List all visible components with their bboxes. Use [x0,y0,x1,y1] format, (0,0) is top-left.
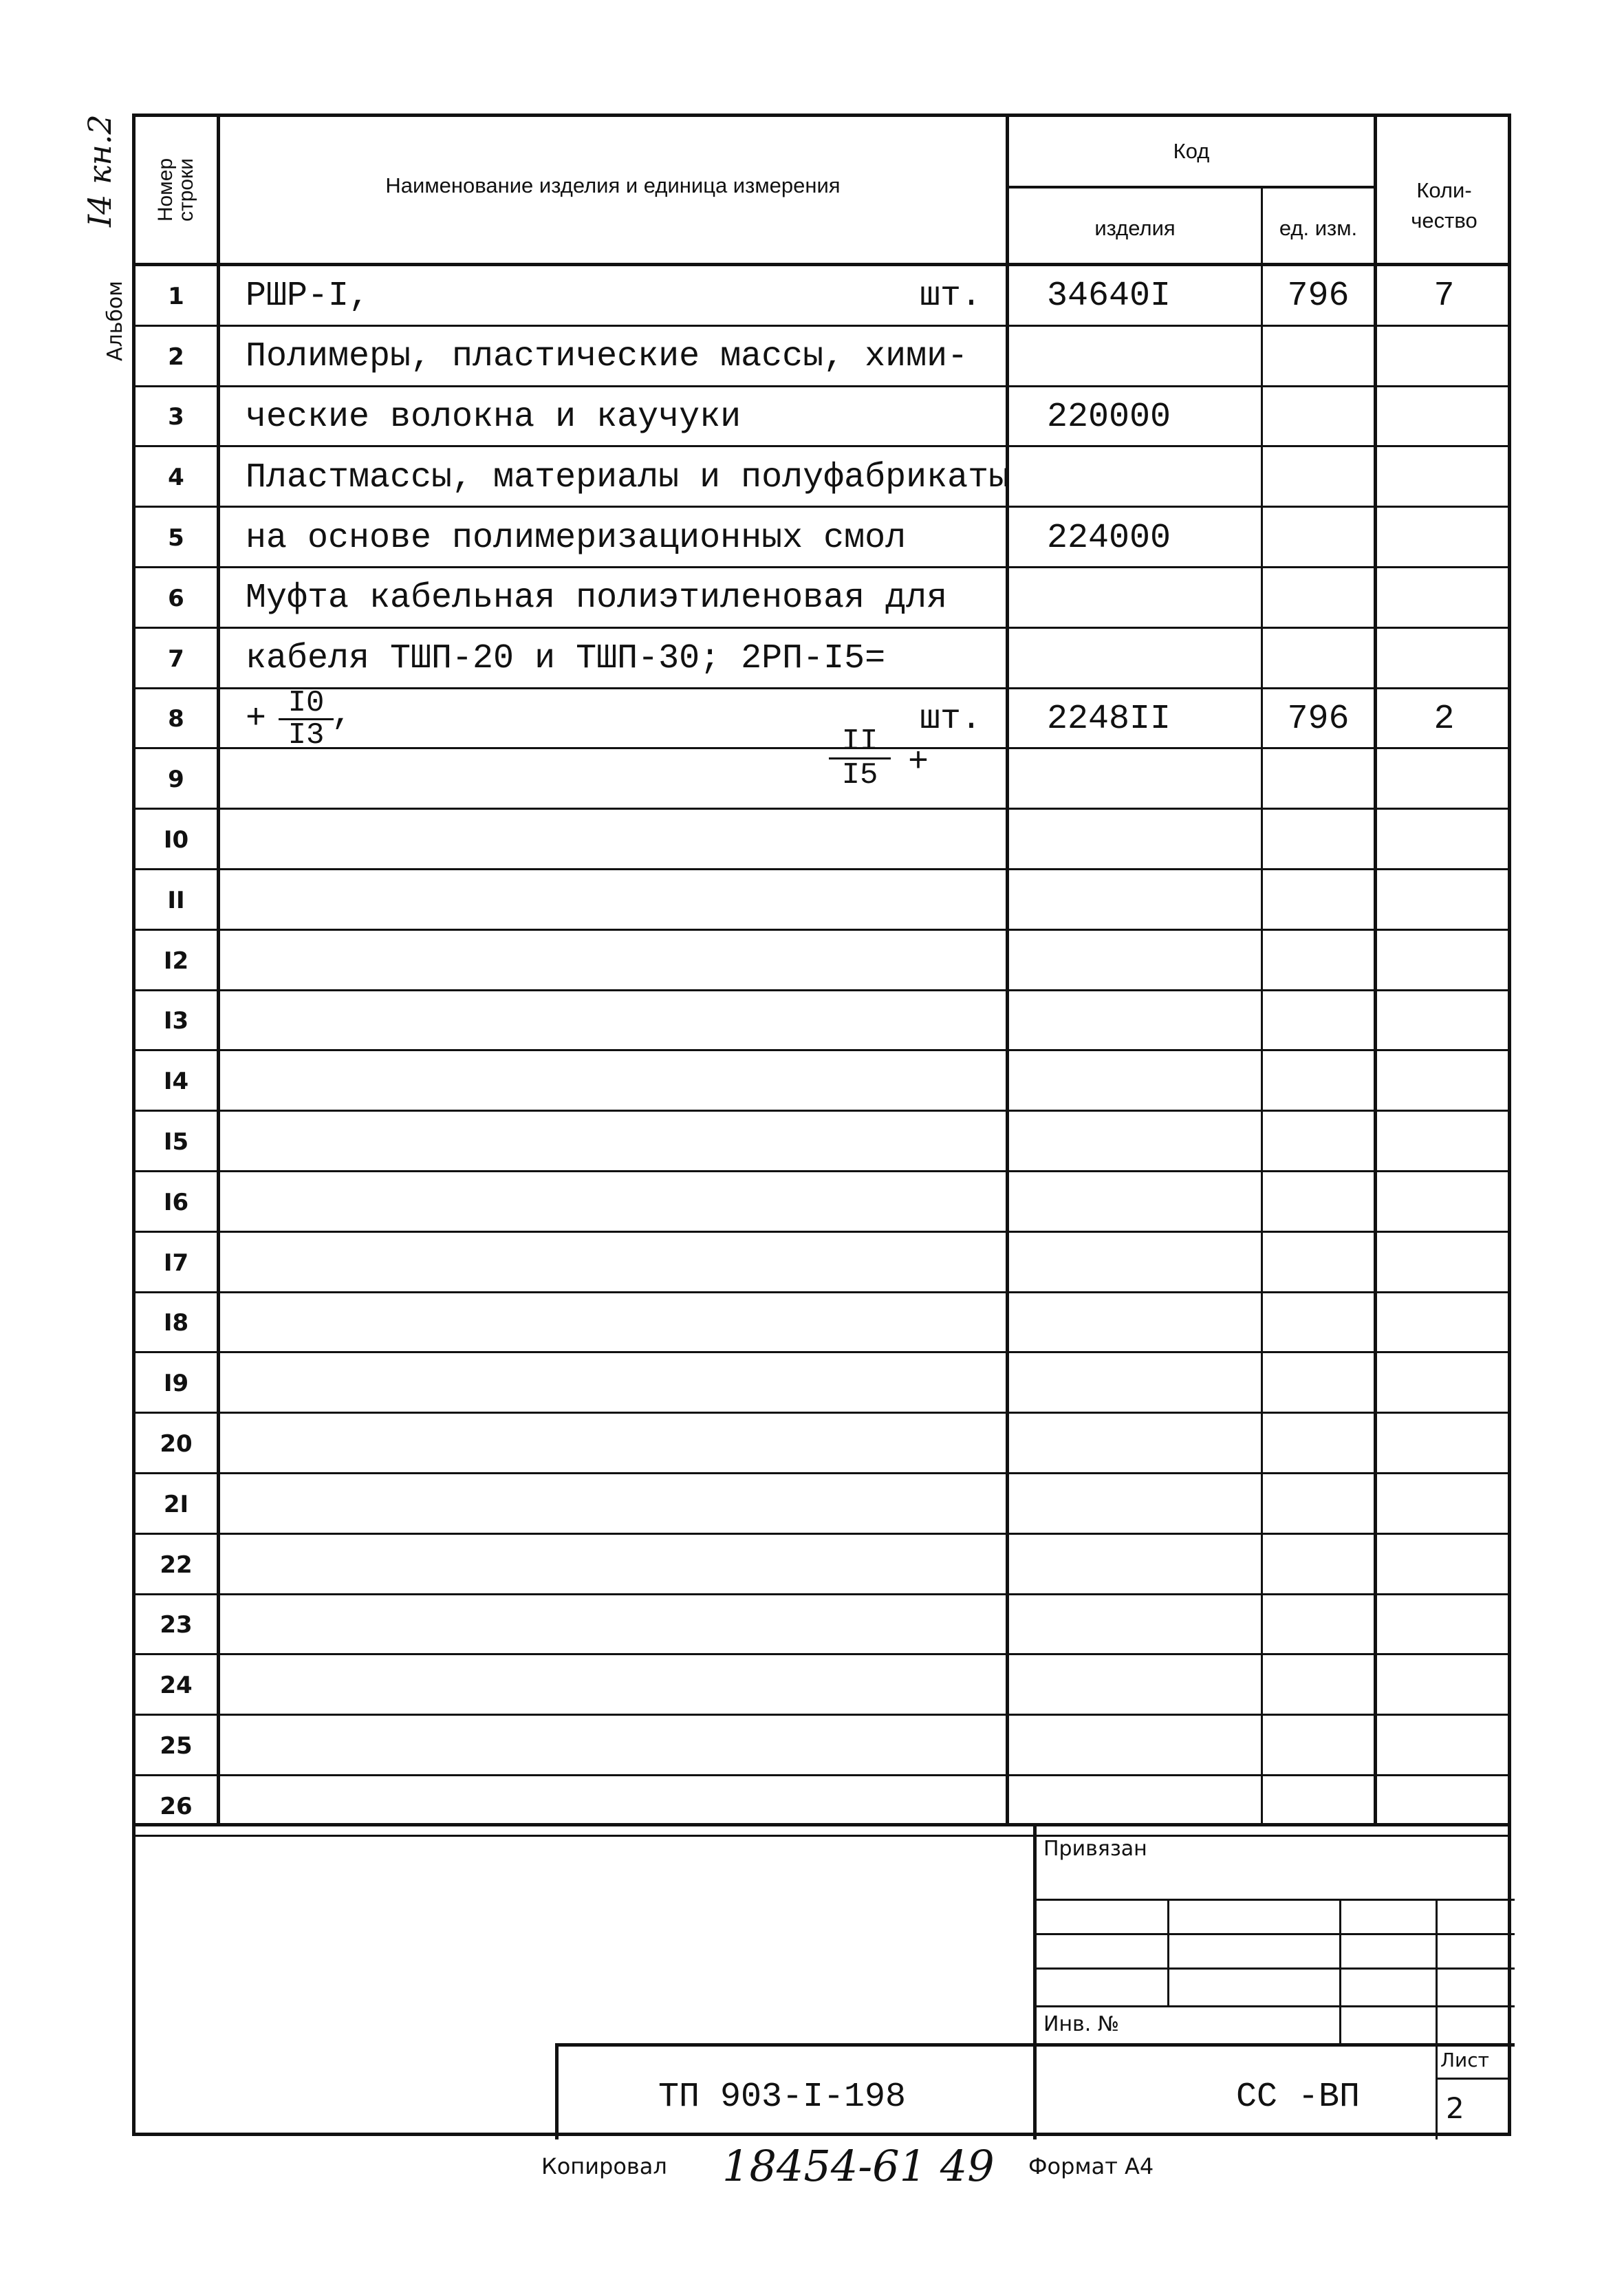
table-row [136,1595,1511,1656]
row-number: 5 [168,524,184,552]
quantity [1377,508,1511,568]
item-name: кабеля ТШП-20 и ТШП-30; 2РП-I5= [246,639,886,679]
table-row [136,810,1511,870]
item-code [1047,568,1253,629]
quantity: 2 [1433,699,1455,739]
project-number: ТП 903-I-198 [658,2078,907,2117]
item-code: 34640I [1047,277,1171,316]
header-quantity: Коли- чество [1411,178,1477,233]
row-number: 25 [160,1732,193,1760]
row-number: I2 [163,947,189,975]
row-number: 23 [160,1611,193,1639]
table-row [136,1716,1511,1776]
item-name: + [246,699,267,739]
table-row [136,1414,1511,1474]
row-number: 4 [168,464,184,492]
row-number: I0 [163,826,189,854]
row-number: 8 [168,705,184,733]
copy-number: 18454-61 49 [722,2141,995,2191]
item-code [1047,629,1253,689]
table-row [136,991,1511,1052]
item-unit: шт. [920,699,982,739]
row-number: 3 [168,403,184,431]
row-number: 1 [168,282,184,310]
specification-sheet [132,114,1511,2136]
quantity [1377,387,1511,448]
fraction-1: II I5 [829,726,891,791]
table-row [136,870,1511,931]
sheet-number: 2 [1446,2091,1464,2125]
unit-code [1263,629,1374,689]
inventory-label: Инв. № [1043,2012,1120,2036]
section-code: СС -ВП [1236,2078,1361,2117]
item-code: 220000 [1047,397,1171,437]
row-number: 6 [168,584,184,612]
header-code: Код [1173,139,1210,163]
item-unit [920,629,1002,689]
item-unit [920,327,1002,387]
row-number: I9 [163,1370,189,1398]
unit-code [1263,568,1374,629]
quantity [1377,447,1511,508]
table-row [136,1353,1511,1414]
header-row-number: Номер строки [154,158,197,222]
item-unit [920,568,1002,629]
item-name: Муфта кабельная полиэтиленовая для [246,579,948,618]
table-row [136,447,1511,508]
unit-code [1263,508,1374,568]
format-label: Формат А4 [1028,2153,1154,2179]
row-number: II [167,886,185,914]
item-code: 2248II [1047,699,1171,739]
item-name: Пластмассы, материалы и полуфабрикаты [246,457,1010,497]
row-number: 2I [163,1490,189,1518]
table-row [136,508,1511,568]
row-number: I7 [163,1249,189,1277]
quantity [1377,629,1511,689]
table-row [136,931,1511,991]
item-name: РШР-I, [246,277,370,316]
row-number: 22 [160,1551,193,1579]
fraction-2: I0 I3 [279,688,334,751]
unit-code [1263,447,1374,508]
quantity: 7 [1433,277,1455,316]
item-code: 224000 [1047,518,1171,558]
table-row [136,387,1511,448]
table-row [136,266,1511,327]
row-number: I8 [163,1309,189,1337]
quantity [1377,327,1511,387]
header-code-item: изделия [1094,216,1176,240]
row-number: 2 [168,343,184,371]
linked-label: Привязан [1043,1837,1147,1861]
table-row [136,1172,1511,1233]
fraction-1-plus: + [908,743,929,782]
table-row [136,749,1511,810]
table-row [136,1474,1511,1535]
album-note: Альбом [103,281,127,361]
row-number: 20 [160,1430,193,1458]
quantity [1377,568,1511,629]
volume-note: I4 кн.2 [81,114,118,227]
unit-code: 796 [1287,277,1350,316]
header-name: Наименование изделия и единица измерения [385,173,841,197]
unit-code: 796 [1287,699,1350,739]
sheet-label: Лист [1440,2049,1489,2071]
item-name: ческие волокна и каучуки [246,397,741,437]
table-row [136,1233,1511,1293]
item-name: на основе полимеризационных смол [246,518,907,558]
item-unit [920,447,1002,508]
item-code [1047,447,1253,508]
row-number: 26 [160,1792,193,1820]
row-number: 7 [168,645,184,673]
table-row [136,1535,1511,1595]
item-unit [920,508,1002,568]
table-row [136,568,1511,629]
unit-code [1263,387,1374,448]
table-row [136,629,1511,689]
row-number: 24 [160,1672,193,1700]
table-row [136,327,1511,387]
row-number: I5 [163,1128,189,1156]
row-number: I3 [163,1007,189,1035]
header-code-unit: ед. изм. [1279,216,1358,240]
unit-code [1263,327,1374,387]
table-row [136,1112,1511,1172]
fraction-2-comma: , [332,695,353,734]
row-number: 9 [168,766,184,794]
item-code [1047,327,1253,387]
item-unit [920,387,1002,448]
item-name: Полимеры, пластические массы, хими- [246,337,968,377]
table-row [136,1655,1511,1716]
row-number: I4 [163,1068,189,1096]
table-row [136,1293,1511,1354]
table-row [136,1776,1511,1837]
item-unit: шт. [920,277,982,316]
copied-label: Копировал [541,2153,667,2179]
table-row [136,1051,1511,1112]
row-number: I6 [163,1188,189,1216]
